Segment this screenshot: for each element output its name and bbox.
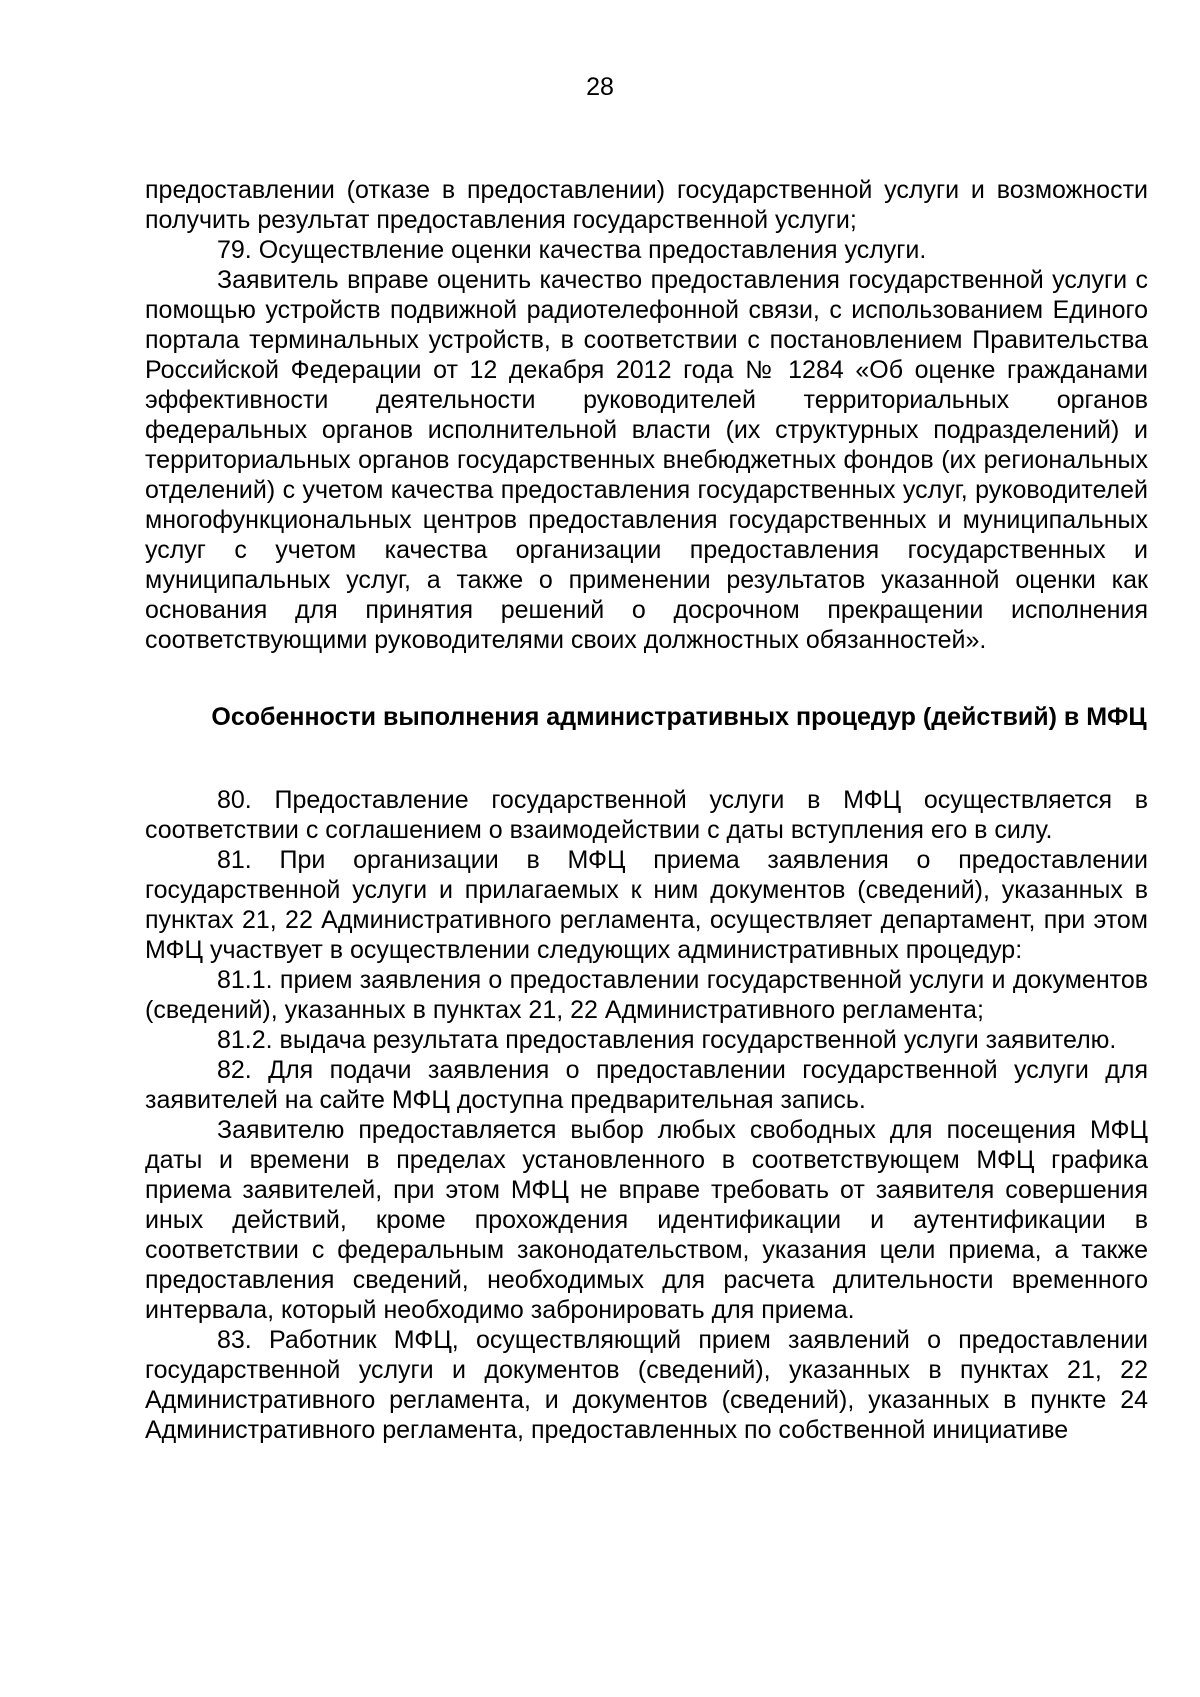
paragraph-79: 79. Осуществление оценки качества предоставления услуги. — [217, 236, 927, 264]
paragraph-continuation: предоставлении (отказе в предоставлении) государственной услуги и возможности получить результат предоставления государственной услуги; — [145, 176, 1148, 234]
bottom-text-block — [145, 785, 1148, 1445]
paragraph-83: 83. Работник МФЦ, осуществляющий прием заявлений о предоставлении государственной услуги и документов (сведений), указанных в пунктах 21, 22 Административного регламента, и документов (сведений), указанных в пункте 24 Административного регламента, предоставленных по собственной инициативе — [145, 1326, 1148, 1444]
paragraph-81-2: 81.2. выдача результата предоставления государственной услуги заявителю. — [217, 1026, 1117, 1054]
top-text-block — [145, 175, 1148, 655]
paragraph-82-details: Заявителю предоставляется выбор любых свободных для посещения МФЦ даты и времени в пределах установленного в соответствующем МФЦ графика приема заявителей, при этом МФЦ не вправе требовать от заявителя совершения иных действий, кроме прохождения идентификации и аутентификации в соответствии с федеральным законодательством, указания цели приема, а также предоставления сведений, необходимых для расчета длительности временного интервала, который необходимо забронировать для приема. — [145, 1116, 1148, 1324]
paragraph-79-details: Заявитель вправе оценить качество предоставления государственной услуги с помощью устройств подвижной радиотелефонной связи, с использованием Единого портала терминальных устройств, в соответствии с постановлением Правительства Российской Федерации от 12 декабря 2012 года № 1284 «Об оценке гражданами эффективности деятельности руководителей территориальных органов федеральных органов исполнительной власти (их структурных подразделений) и территориальных органов государственных внебюджетных фондов (их региональных отделений) с учетом качества предоставления государственных услуг, руководителей многофункциональных центров предоставления государственных и муниципальных услуг с учетом качества организации предоставления государственных и муниципальных услуг, а также о применении результатов указанной оценки как основания для принятия решений о досрочном прекращении исполнения соответствующими руководителями своих должностных обязанностей». — [145, 266, 1148, 654]
section-heading: Особенности выполнения административных процедур (действий) в МФЦ — [211, 703, 1147, 731]
paragraph-82: 82. Для подачи заявления о предоставлении государственной услуги для заявителей на сайте МФЦ доступна предварительная запись. — [145, 1056, 1148, 1114]
page-number: 28 — [586, 73, 614, 101]
paragraph-80: 80. Предоставление государственной услуги в МФЦ осуществляется в соответствии с соглашением о взаимодействии с даты вступления его в силу. — [145, 786, 1148, 844]
paragraph-81: 81. При организации в МФЦ приема заявления о предоставлении государственной услуги и прилагаемых к ним документов (сведений), указанных в пунктах 21, 22 Административного регламента, осуществляет департамент, при этом МФЦ участвует в осуществлении следующих административных процедур: — [145, 846, 1148, 964]
paragraph-81-1: 81.1. прием заявления о предоставлении государственной услуги и документов (сведений), указанных в пунктах 21, 22 Административного регламента; — [145, 966, 1148, 1024]
